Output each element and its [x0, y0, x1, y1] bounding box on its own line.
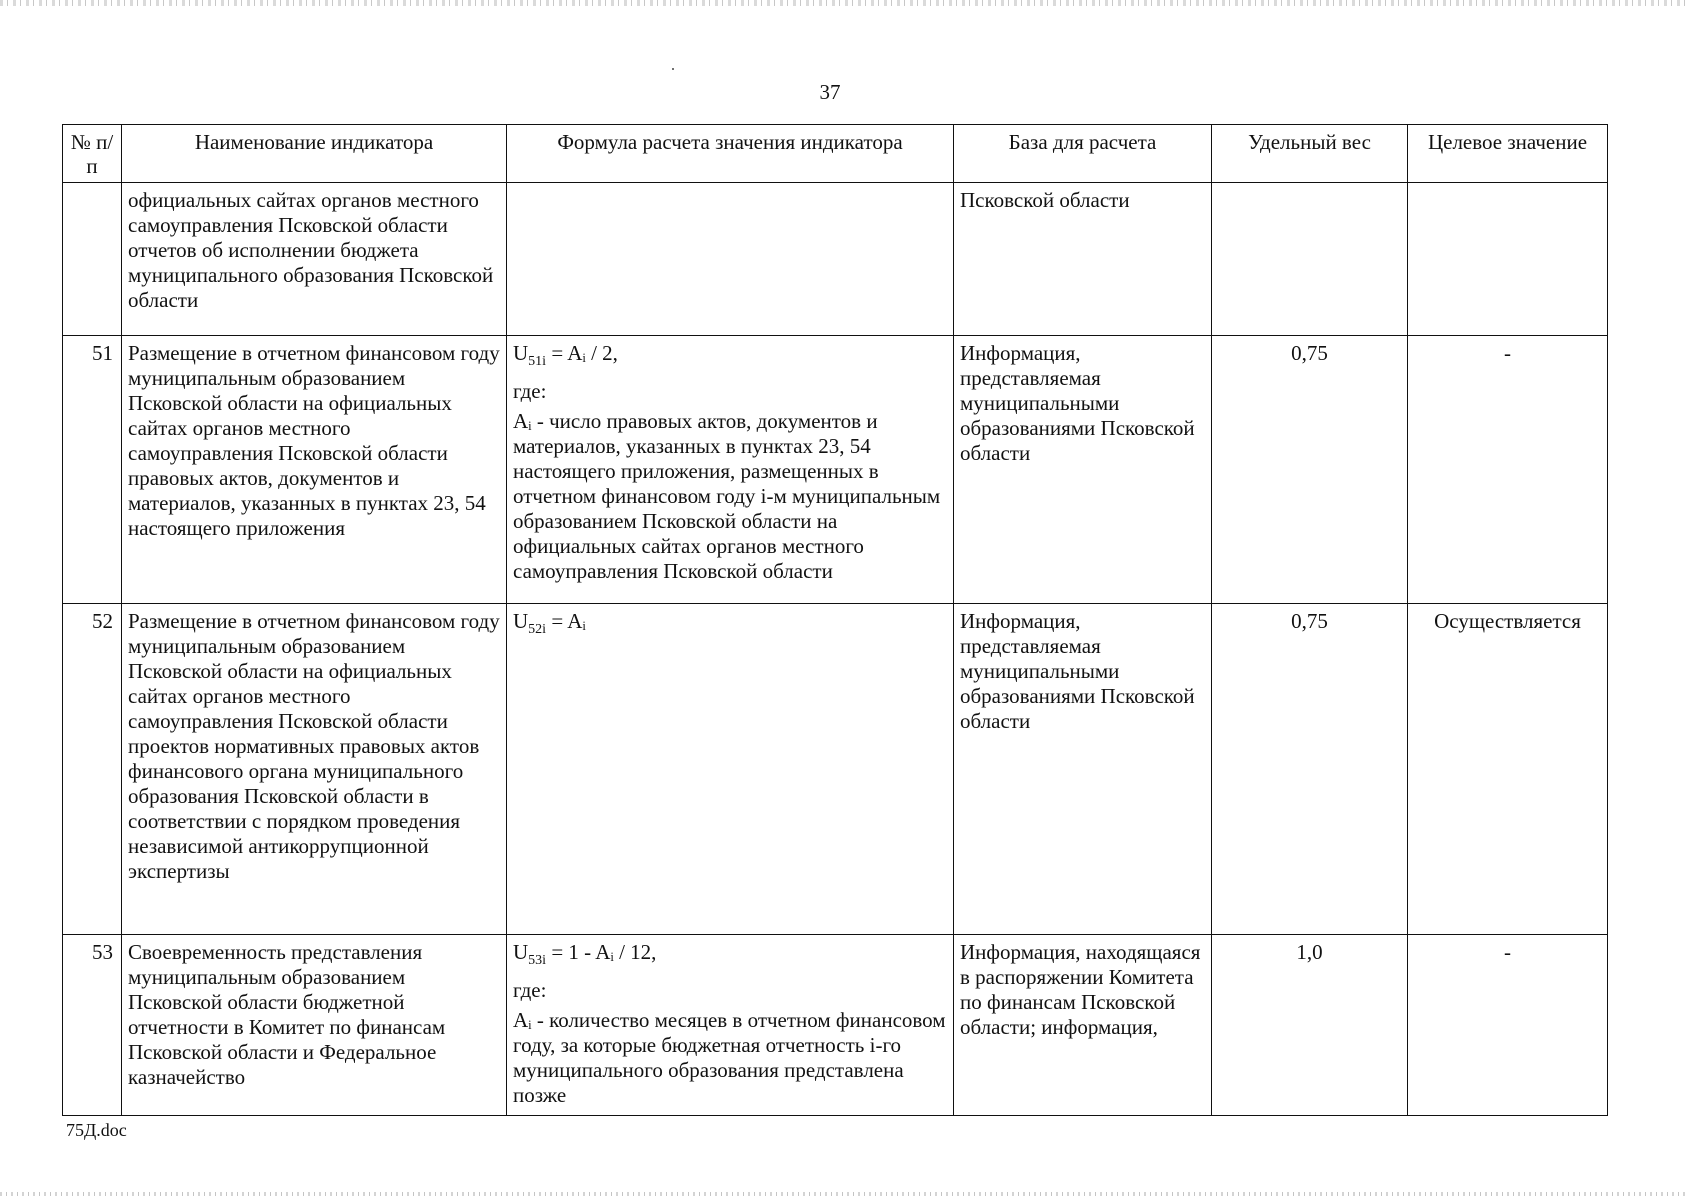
cell-target: Осуществляется: [1408, 604, 1608, 935]
cell-base: Информация, представляемая муниципальными образованиями Псковской области: [954, 604, 1212, 935]
formula-sub: 51i: [528, 354, 547, 370]
cell-name: официальных сайтах органов местного самоуправления Псковской области отчетов об исполнении бюджета муниципального образования Псковской области: [122, 183, 507, 336]
cell-target: -: [1408, 935, 1608, 1116]
formula-description: Aᵢ - число правовых актов, документов и материалов, указанных в пунктах 23, 54 настоящего приложения, размещенных в отчетном финансовом году i-м муниципальным образованием Псковской области на официальных сайтах органов местного самоуправления Псковской области: [513, 409, 941, 584]
cell-name: Своевременность представления муниципальным образованием Псковской области бюджетной отчетности в Комитет по финансам Псковской области и Федеральное казначейство: [122, 935, 507, 1116]
footer-filename: 75Д.doc: [66, 1120, 127, 1140]
table-header-row: [63, 125, 1608, 183]
cell-target: [1408, 183, 1608, 336]
formula-description: Aᵢ - количество месяцев в отчетном финансовом году, за которые бюджетная отчетность i-го муниципального образования представлена позже: [513, 1008, 946, 1108]
formula-where: где:: [513, 379, 547, 404]
formula-sub: 53i: [528, 953, 547, 969]
header-target: Целевое значение: [1408, 125, 1608, 183]
cell-weight: 0,75: [1212, 604, 1408, 935]
scan-edge-top: [0, 0, 1686, 6]
cell-base: Информация, представляемая муниципальными образованиями Псковской области: [954, 336, 1212, 604]
page-number: 37: [819, 80, 841, 104]
cell-num: [63, 183, 122, 336]
header-name: Наименование индикатора: [122, 125, 507, 183]
cell-num: 51: [63, 336, 122, 604]
formula-expr: = Aᵢ / 2,: [546, 341, 618, 365]
table-row: [63, 336, 1608, 604]
cell-name: Размещение в отчетном финансовом году муниципальным образованием Псковской области на официальных сайтах органов местного самоуправления Псковской области правовых актов, документов и материалов, указанных в пунктах 23, 54 настоящего приложения: [122, 336, 507, 604]
scan-edge-bottom: [0, 1192, 1686, 1196]
header-formula: Формула расчета значения индикатора: [507, 125, 954, 183]
table-row-continuation: [63, 183, 1608, 336]
header-weight: Удельный вес: [1212, 125, 1408, 183]
cell-target: -: [1408, 336, 1608, 604]
cell-formula: [507, 336, 954, 604]
formula-sub: 52i: [528, 622, 547, 638]
formula-expression: [513, 940, 947, 973]
table-row: [63, 604, 1608, 935]
formula-var: U: [513, 609, 529, 633]
cell-formula: [507, 183, 954, 336]
header-num: № п/п: [63, 125, 122, 183]
formula-var: U: [513, 940, 529, 964]
cell-formula: [507, 935, 954, 1116]
header-base: База для расчета: [954, 125, 1212, 183]
formula-expr: = 1 - Aᵢ / 12,: [546, 940, 657, 964]
cell-base: Информация, находящаяся в распоряжении Комитета по финансам Псковской области; информация,: [954, 935, 1212, 1116]
formula-var: U: [513, 341, 529, 365]
stray-dot: [672, 68, 674, 70]
formula-expression: [513, 609, 947, 642]
cell-weight: 0,75: [1212, 336, 1408, 604]
cell-num: 53: [63, 935, 122, 1116]
cell-base: Псковской области: [954, 183, 1212, 336]
cell-weight: 1,0: [1212, 935, 1408, 1116]
cell-formula: [507, 604, 954, 935]
indicator-table: [62, 124, 1608, 1116]
table-row: [63, 935, 1608, 1116]
cell-weight: [1212, 183, 1408, 336]
cell-num: 52: [63, 604, 122, 935]
formula-where: где:: [513, 978, 547, 1003]
cell-name: Размещение в отчетном финансовом году муниципальным образованием Псковской области на официальных сайтах органов местного самоуправления Псковской области проектов нормативных правовых актов финансового органа муниципального образования Псковской области в соответствии с порядком проведения независимой антикоррупционной экспертизы: [122, 604, 507, 935]
formula-expr: = Aᵢ: [546, 609, 586, 633]
formula-expression: [513, 341, 947, 374]
